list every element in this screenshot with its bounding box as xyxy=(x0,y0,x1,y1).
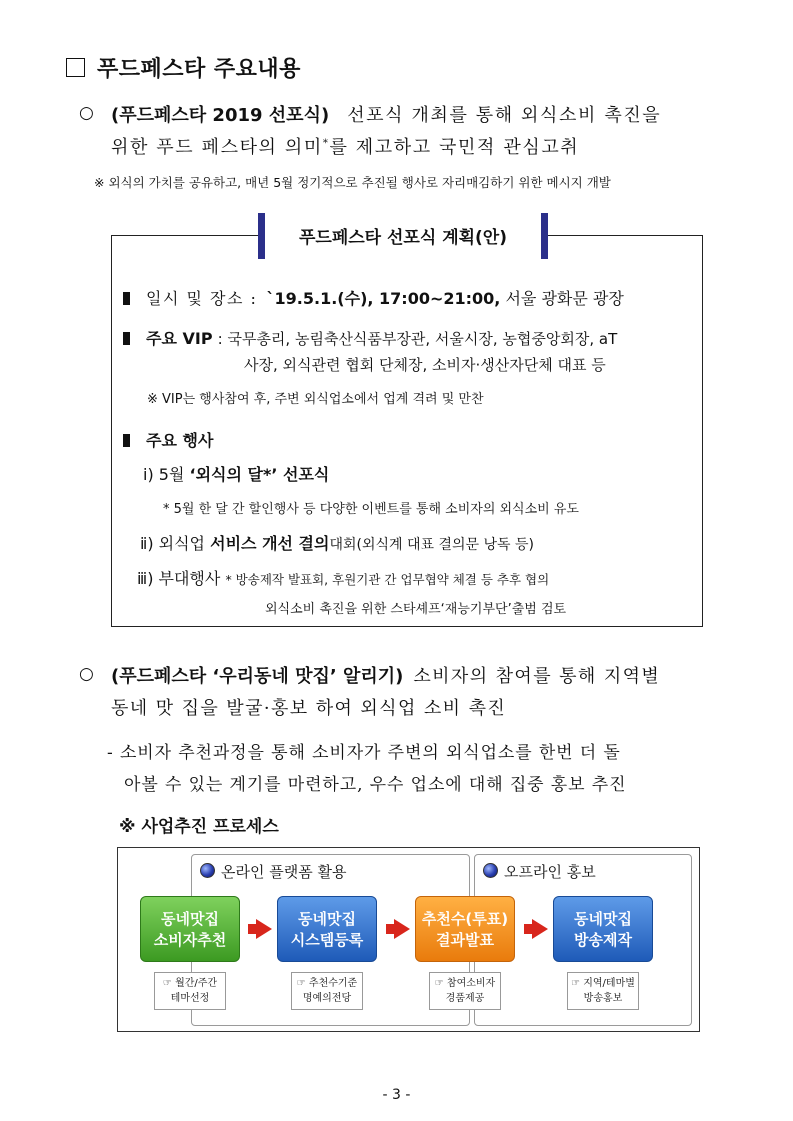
plan-vip-note: ※ VIP는 행사참여 후, 주변 외식업소에서 업계 격려 및 만찬 xyxy=(147,392,484,407)
plan-datetime xyxy=(123,286,624,309)
section-title-text: 푸드페스타 주요내용 xyxy=(97,57,301,82)
process-step-2-note xyxy=(291,972,363,1010)
online-panel-heading xyxy=(200,861,346,882)
process-step-1-note1: ☞ 월간/주간 xyxy=(162,978,218,989)
plan-event3-line2: 외식소비 촉진을 위한 스타셰프‘재능기부단’출범 검토 xyxy=(265,602,567,617)
process-step-4-note1: ☞ 지역/테마별 xyxy=(571,978,635,989)
process-step-2-line2: 시스템등록 xyxy=(290,931,364,949)
process-step-3-note2: 경품제공 xyxy=(445,993,485,1004)
item2-dash-line2: 아볼 수 있는 계기를 마련하고, 우수 업소에 대해 집중 홍보 추진 xyxy=(124,775,627,795)
plan-event1 xyxy=(143,462,329,485)
arrow-right-icon xyxy=(394,919,410,939)
plan-datetime-place: 서울 광화문 광장 xyxy=(505,289,624,308)
checkbox-icon xyxy=(66,58,85,77)
plan-event1-bold: ‘외식의 달*’ 선포식 xyxy=(189,465,330,484)
item1-line1 xyxy=(111,101,661,127)
process-title: ※ 사업추진 프로세스 xyxy=(119,817,279,837)
process-step-2-note2: 명예의전당 xyxy=(302,993,352,1004)
plan-event1-num: ⅰ) 5월 xyxy=(143,465,185,484)
process-step-4 xyxy=(553,896,653,962)
item1-bullet: ○ xyxy=(79,103,94,123)
process-step-3-note1: ☞ 참여소비자 xyxy=(434,978,496,989)
square-bullet-icon xyxy=(123,292,130,305)
process-step-1-note xyxy=(154,972,226,1010)
process-step-2 xyxy=(277,896,377,962)
plan-event2-num: ⅱ) 외식업 xyxy=(140,534,206,553)
plan-event2-bold: 서비스 개선 결의 xyxy=(210,534,330,553)
plan-event3-num: ⅲ) 부대행사 xyxy=(137,569,221,588)
process-step-2-line1: 동네맛집 xyxy=(298,910,356,928)
bullet-dot-icon xyxy=(483,863,498,878)
plan-title-banner xyxy=(258,213,548,259)
item1-line2 xyxy=(111,133,579,159)
process-step-3-note xyxy=(429,972,501,1010)
offline-panel-heading xyxy=(483,861,596,882)
square-bullet-icon xyxy=(123,434,130,447)
section-title xyxy=(66,52,301,83)
item2-bullet: ○ xyxy=(79,664,94,684)
plan-vip-line2: 사장, 외식관련 협회 단체장, 소비자·생산자단체 대표 등 xyxy=(244,356,606,374)
bullet-dot-icon xyxy=(200,863,215,878)
item2-dash-line1: - 소비자 추천과정을 통해 소비자가 주변의 외식업소를 한번 더 돌 xyxy=(107,743,621,763)
item1-text-line2-b: 를 제고하고 국민적 관심고취 xyxy=(329,137,580,158)
plan-event3 xyxy=(137,566,549,589)
process-step-2-note1: ☞ 추천수기준 xyxy=(296,978,358,989)
plan-events xyxy=(123,428,213,451)
item1-footnote: ※ 외식의 가치를 공유하고, 매년 5월 정기적으로 추진될 행사로 자리매김하기 위한 메시지 개발 xyxy=(94,175,611,190)
plan-vip-label: 주요 VIP xyxy=(146,329,213,348)
plan-title: 푸드페스타 선포식 계획(안) xyxy=(298,228,508,248)
process-diagram xyxy=(117,847,700,1032)
plan-vip-line1: : 국무총리, 농림축산식품부장관, 서울시장, 농협중앙회장, aT xyxy=(217,330,618,348)
item1-text-line1: 선포식 개최를 통해 외식소비 촉진을 xyxy=(347,105,662,126)
plan-event2 xyxy=(140,531,534,554)
process-step-4-line2: 방송제작 xyxy=(574,931,632,949)
plan-events-label: 주요 행사 xyxy=(146,431,214,450)
item1-text-line2-a: 위한 푸드 페스타의 의미 xyxy=(111,137,323,158)
item2-text-line1: 소비자의 참여를 통해 지역별 xyxy=(413,666,661,687)
online-panel-label: 온라인 플랫폼 활용 xyxy=(221,863,347,881)
square-bullet-icon xyxy=(123,332,130,345)
arrow-right-icon xyxy=(256,919,272,939)
plan-event1-note: * 5월 한 달 간 할인행사 등 다양한 이벤트를 통해 소비자의 외식소비 유도 xyxy=(163,502,579,517)
process-step-1-note2: 테마선정 xyxy=(170,993,210,1004)
process-step-4-note xyxy=(567,972,639,1010)
page-number: - 3 - xyxy=(382,1087,411,1103)
arrow-right-icon xyxy=(532,919,548,939)
plan-event2-rest: 대회(외식계 대표 결의문 낭독 등) xyxy=(329,537,535,553)
item1-heading: (푸드페스타 2019 선포식) xyxy=(111,105,330,126)
process-step-1-line2: 소비자추천 xyxy=(153,931,227,949)
process-step-3 xyxy=(415,896,515,962)
process-step-4-note2: 방송홍보 xyxy=(583,993,623,1004)
plan-datetime-value: `19.5.1.(수), 17:00~21:00, xyxy=(266,289,501,308)
process-step-1-line1: 동네맛집 xyxy=(161,910,219,928)
offline-panel-label: 오프라인 홍보 xyxy=(504,863,596,881)
item1-text-line2-sup: * xyxy=(322,138,330,149)
item2-line1 xyxy=(111,662,660,688)
item2-heading: (푸드페스타 ‘우리동네 맛집’ 알리기) xyxy=(111,666,404,687)
plan-datetime-label: 일시 및 장소 : xyxy=(146,289,258,308)
item2-text-line2: 동네 맛 집을 발굴·홍보 하여 외식업 소비 촉진 xyxy=(111,698,507,719)
process-step-1 xyxy=(140,896,240,962)
process-step-4-line1: 동네맛집 xyxy=(574,910,632,928)
plan-vip xyxy=(123,326,617,349)
plan-event3-line1: * 방송제작 발표회, 후원기관 간 업무협약 체결 등 추후 협의 xyxy=(225,572,550,587)
process-step-3-line2: 결과발표 xyxy=(436,931,494,949)
process-step-3-line1: 추천수(투표) xyxy=(421,910,509,928)
